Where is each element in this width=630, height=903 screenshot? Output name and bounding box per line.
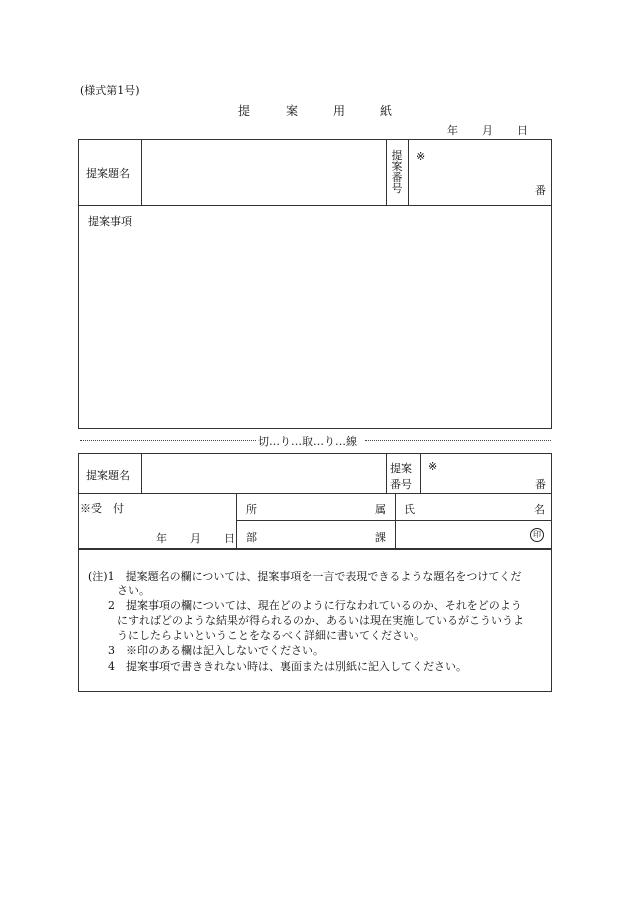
name-label-right: 名 [534,503,545,516]
date-day-label: 日 [517,124,528,137]
cut-line-left [80,440,256,441]
seal-mark: 印 [530,528,544,542]
lower-note-mark: ※ [428,460,438,473]
lower-title-field[interactable] [142,454,385,492]
date-year-label: 年 [447,124,458,137]
note-line-2: 2 提案事項の欄については、現在どのように行なわれているのか、それをどのよう [108,599,522,612]
form-title-char: 提 [238,104,251,118]
department-label-left: 部 [246,531,257,544]
received-year-label: 年 [156,532,167,545]
note-line-1-cont: さい。 [117,584,150,597]
form-title-char: 用 [333,104,346,118]
upper-content-field[interactable] [79,206,551,428]
lower-row-divider [78,493,552,494]
upper-title-label: 提案題名 [86,167,130,180]
affiliation-label-right: 属 [375,503,386,516]
name-field[interactable] [396,521,526,548]
lower-number-field[interactable] [421,454,551,492]
form-title-char: 紙 [380,104,393,118]
upper-content-label: 提案事項 [88,215,132,228]
lower-number-suffix: 番 [535,478,546,491]
lower-title-label: 提案題名 [86,469,130,482]
upper-number-label-left-divider [386,139,387,205]
department-label-right: 課 [375,531,386,544]
note-line-2-cont-a: にすればどのような結果が得られるのか、あるいは現在実施しているがこういうよ [117,614,524,627]
upper-number-label: 提 案 番 号 [391,149,403,195]
cut-line-label: 切…り…取…り…線 [258,435,357,448]
upper-number-field[interactable] [409,140,551,204]
received-divider [236,493,237,549]
cut-line-right [365,440,551,441]
name-label-left: 氏 [404,503,415,516]
received-day-label: 日 [224,532,235,545]
form-number: (様式第1号) [80,84,140,97]
form-title-char: 案 [286,104,299,118]
note-line-2-cont-b: うにしたらよいということをなるべく詳細に書いてください。 [117,629,425,642]
lower-number-label-line2: 番号 [390,478,412,491]
note-line-1: (注)1 提案題名の欄については、提案事項を一言で表現できるような題名をつけてくだ [88,570,522,583]
upper-title-field[interactable] [142,140,385,204]
date-month-label: 月 [482,124,493,137]
upper-note-mark: ※ [416,150,426,163]
note-line-3: 3 ※印のある欄は記入しないでください。 [108,644,324,657]
affiliation-label-left: 所 [246,503,257,516]
received-month-label: 月 [190,532,201,545]
lower-number-label-line1: 提案 [390,462,412,475]
lower-number-label-left-divider [386,453,387,493]
note-line-4: 4 提案事項で書ききれない時は、裏面または別紙に記入してください。 [108,660,467,673]
received-label: ※受 付 [80,502,124,515]
upper-number-suffix: 番 [535,184,546,197]
